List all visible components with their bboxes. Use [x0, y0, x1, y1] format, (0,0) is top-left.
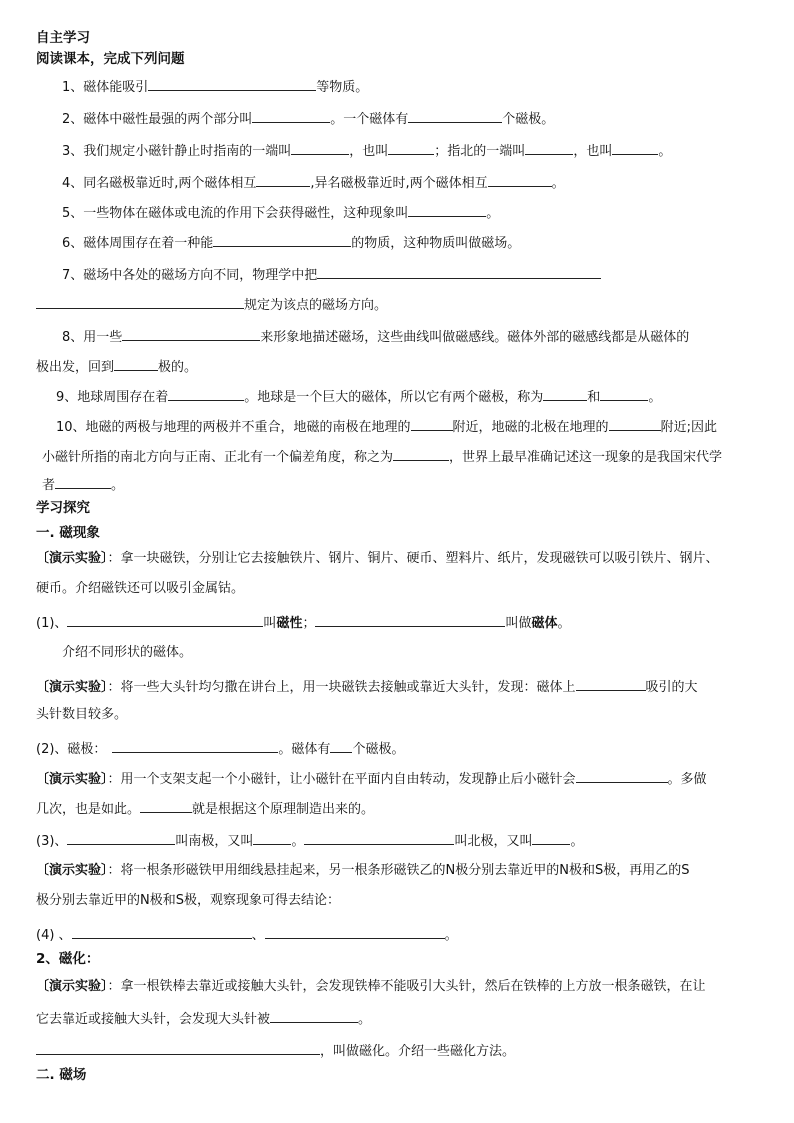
question-1: 1、磁体能吸引 等物质。	[62, 76, 368, 97]
blank[interactable]	[408, 108, 502, 123]
blank[interactable]	[600, 386, 648, 401]
blank[interactable]	[140, 798, 192, 813]
blank[interactable]	[525, 140, 573, 155]
experiment-5-cont: 它去靠近或接触大头针，会发现大头针被 。	[36, 1008, 371, 1029]
blank[interactable]	[256, 172, 310, 187]
blank[interactable]	[72, 924, 252, 939]
heading-magnetic-phenomena: 一. 磁现象	[36, 525, 100, 541]
blank[interactable]	[36, 294, 244, 309]
question-6: 6、磁体周围存在着一种能 的物质，这种物质叫做磁场。	[62, 232, 520, 253]
question-8: 8、用一些 来形象地描述磁场，这些曲线叫做磁感线。磁体外部的磁感线都是从磁体的	[62, 326, 689, 347]
heading-magnetization: 2、磁化：	[36, 951, 100, 967]
blank[interactable]	[112, 738, 278, 753]
question-10: 10、地磁的两极与地理的两极并不重合，地磁的南极在地理的 附近，地磁的北极在地理的 附近;因此	[56, 416, 717, 437]
experiment-3: 〔演示实验〕：用一个支架支起一个小磁针，让小磁针在平面内自由转动，发现静止后小磁针会 。多做	[36, 768, 707, 789]
experiment-4-cont: 极分别去靠近甲的N极和S极，观察现象可得去结论：	[36, 893, 340, 908]
blank[interactable]	[576, 676, 646, 691]
blank[interactable]	[612, 140, 658, 155]
blank[interactable]	[532, 830, 570, 845]
blank[interactable]	[393, 446, 449, 461]
intro-shapes: 介绍不同形状的磁体。	[62, 645, 193, 660]
question-10-cont: 小磁针所指的南北方向与正南、正北有一个偏差角度，称之为 ，世界上最早准确记述这一现象的是我国宋代学	[42, 446, 722, 467]
blank[interactable]	[488, 172, 552, 187]
blank[interactable]	[265, 924, 445, 939]
blank[interactable]	[330, 738, 352, 753]
question-2: 2、磁体中磁性最强的两个部分叫 。一个磁体有 个磁极。	[62, 108, 554, 129]
question-5: 5、一些物体在磁体或电流的作用下会获得磁性，这种现象叫 。	[62, 202, 499, 223]
experiment-4: 〔演示实验〕：将一根条形磁铁甲用细线悬挂起来，另一根条形磁铁乙的N极分别去靠近甲的N极和S极，再用乙的S	[36, 863, 690, 878]
question-4: 4、同名磁极靠近时,两个磁体相互 ,异名磁极靠近时,两个磁体相互 。	[62, 172, 565, 193]
blank[interactable]	[411, 416, 453, 431]
blank[interactable]	[36, 1040, 320, 1055]
blank[interactable]	[148, 76, 316, 91]
question-8-cont: 极出发，回到 极的。	[36, 356, 197, 377]
experiment-1-cont: 硬币。介绍磁铁还可以吸引金属钴。	[36, 581, 245, 596]
blank[interactable]	[408, 202, 486, 217]
question-7: 7、磁场中各处的磁场方向不同，物理学中把	[62, 264, 601, 285]
blank[interactable]	[304, 830, 454, 845]
experiment-3-cont: 几次，也是如此。 就是根据这个原理制造出来的。	[36, 798, 374, 819]
blank[interactable]	[67, 612, 263, 627]
experiment-1: 〔演示实验〕：拿一块磁铁，分别让它去接触铁片、钢片、铜片、硬币、塑料片、纸片，发现磁铁可以吸引铁片、钢片、	[36, 551, 719, 566]
experiment-2: 〔演示实验〕：将一些大头针均匀撒在讲台上，用一块磁铁去接触或靠近大头针，发现：磁体上 吸引的大	[36, 676, 698, 697]
blank[interactable]	[315, 612, 505, 627]
blank[interactable]	[291, 140, 349, 155]
question-10-cont2: 者 。	[42, 474, 124, 495]
blank[interactable]	[253, 830, 291, 845]
blank[interactable]	[609, 416, 661, 431]
blank[interactable]	[67, 830, 175, 845]
blank[interactable]	[114, 356, 158, 371]
point-4: (4) 、 、 。	[36, 924, 458, 945]
blank[interactable]	[252, 108, 330, 123]
blank[interactable]	[55, 474, 111, 489]
blank[interactable]	[122, 326, 260, 341]
section-subtitle: 阅读课本，完成下列问题	[36, 51, 185, 67]
experiment-2-cont: 头针数目较多。	[36, 707, 128, 722]
blank[interactable]	[317, 264, 601, 279]
section-title: 自主学习	[36, 30, 90, 46]
question-9: 9、地球周围存在着 。地球是一个巨大的磁体，所以它有两个磁极，称为 和 。	[56, 386, 661, 407]
blank[interactable]	[388, 140, 434, 155]
blank[interactable]	[543, 386, 587, 401]
blank[interactable]	[270, 1008, 358, 1023]
point-1: (1)、 叫磁性； 叫做磁体。	[36, 612, 571, 633]
blank[interactable]	[576, 768, 668, 783]
point-3: (3)、 叫南极，又叫 。 叫北极，又叫 。	[36, 830, 583, 851]
question-3: 3、我们规定小磁针静止时指南的一端叫 ，也叫 ；指北的一端叫 ，也叫 。	[62, 140, 671, 161]
point-5: ，叫做磁化。介绍一些磁化方法。	[36, 1040, 515, 1061]
heading-magnetic-field: 二. 磁场	[36, 1067, 87, 1083]
section2-title: 学习探究	[36, 500, 90, 516]
experiment-5: 〔演示实验〕：拿一根铁棒去靠近或接触大头针，会发现铁棒不能吸引大头针，然后在铁棒的上方放一根条磁铁，在让	[36, 979, 706, 994]
point-2: (2)、磁极： 。磁体有 个磁极。	[36, 738, 404, 759]
blank[interactable]	[168, 386, 244, 401]
question-7-cont: 规定为该点的磁场方向。	[36, 294, 387, 315]
blank[interactable]	[213, 232, 351, 247]
